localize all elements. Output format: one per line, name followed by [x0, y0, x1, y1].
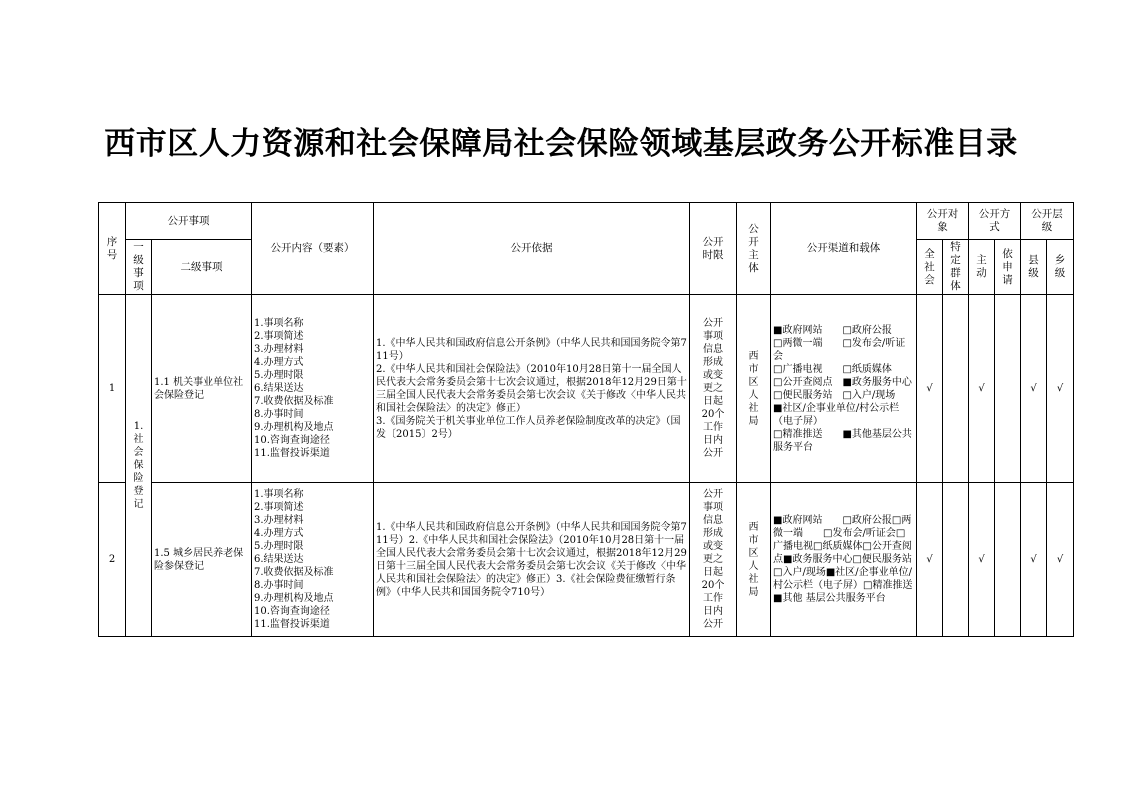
category-cell: 1.社会保险登记 — [126, 295, 152, 637]
row-mode-active: √ — [969, 483, 995, 637]
header-level-town: 乡级 — [1047, 240, 1074, 295]
row-time-limit: 公开事项信息形成或变更之日起20个工作日内公开 — [690, 483, 737, 637]
row-target-specific — [943, 295, 969, 483]
header-level: 公开层级 — [1021, 203, 1074, 240]
content-item: 6.结果送达 — [254, 383, 304, 394]
content-item: 10.咨询查询途径 — [254, 435, 330, 446]
content-item: 11.监督投诉渠道 — [254, 619, 330, 630]
content-item: 8.办事时间 — [254, 580, 304, 591]
header-content: 公开内容（要素） — [252, 203, 374, 295]
content-item: 9.办理机构及地点 — [254, 593, 334, 604]
content-item: 5.办理时限 — [254, 370, 304, 381]
row-mode-active: √ — [969, 295, 995, 483]
header-mode-active: 主动 — [969, 240, 995, 295]
row-level2: 1.1 机关事业单位社会保险登记 — [152, 295, 252, 483]
header-row-1 — [99, 203, 1074, 240]
row-channel: ■政府网站 □政府公报□两微一端 □发布会/听证会□广播电视□纸质媒体□公开查阅点■政务服务中心□便民服务站 □入户/现场■社区/企事业单位/村公示栏（电子屏）□精准推送■其他 基层公共服务平台 — [771, 483, 917, 637]
content-item: 3.办理材料 — [254, 515, 304, 526]
content-item: 8.办事时间 — [254, 409, 304, 420]
header-mode: 公开方式 — [969, 203, 1021, 240]
content-item: 11.监督投诉渠道 — [254, 448, 330, 459]
content-item: 3.办理材料 — [254, 344, 304, 355]
row-channel: ■政府网站 □政府公报 □两微一端 □发布会/听证会 □广播电视 □纸质媒体 □公开查阅点 ■政务服务中心 □便民服务站 □入户/现场 ■社区/企事业单位/村公示栏（电子屏） □精准推送 ■其他基层公共服务平台 — [771, 295, 917, 483]
content-item: 1.事项名称 — [254, 489, 304, 500]
content-item: 9.办理机构及地点 — [254, 422, 334, 433]
header-subject: 公开主体 — [737, 203, 771, 295]
row-target-all: √ — [917, 295, 943, 483]
row-level-town: √ — [1047, 483, 1074, 637]
header-mode-apply: 依申请 — [995, 240, 1021, 295]
row-seq: 2 — [99, 483, 126, 637]
header-level-county: 县级 — [1021, 240, 1047, 295]
row-subject: 西市区人社局 — [737, 483, 771, 637]
table-row — [99, 295, 1074, 483]
content-item: 7.收费依据及标准 — [254, 396, 334, 407]
content-item: 4.办理方式 — [254, 357, 304, 368]
header-basis: 公开依据 — [374, 203, 690, 295]
header-items: 公开事项 — [126, 203, 252, 240]
row-content — [252, 483, 374, 637]
content-item: 1.事项名称 — [254, 318, 304, 329]
header-level1: 一级事项 — [126, 240, 152, 295]
content-item: 6.结果送达 — [254, 554, 304, 565]
header-seq: 序号 — [99, 203, 126, 295]
row-target-specific — [943, 483, 969, 637]
row-mode-apply — [995, 295, 1021, 483]
row-mode-apply — [995, 483, 1021, 637]
row-level2: 1.5 城乡居民养老保险参保登记 — [152, 483, 252, 637]
header-target: 公开对象 — [917, 203, 969, 240]
row-target-all: √ — [917, 483, 943, 637]
row-subject: 西市区人社局 — [737, 295, 771, 483]
row-basis: 1.《中华人民共和国政府信息公开条例》（中华人民共和国国务院令第711号）2.《中华人民共和国社会保险法》（2010年10月28日第十一届全国人民代表大会常务委员会第十七次会议通过，根据2018年12月29日第十三届全国人民代表大会常务委员会第七次会议《关于修改〈中华人民共和国社会保险法〉的决定》修正）3.《社会保险费征缴暂行条例》（中华人民共和国国务院令710号） — [374, 483, 690, 637]
content-item: 2.事项简述 — [254, 502, 304, 513]
page-title: 西市区人力资源和社会保障局社会保险领域基层政务公开标准目录 — [104, 126, 1018, 162]
header-channel: 公开渠道和载体 — [771, 203, 917, 295]
header-level2: 二级事项 — [152, 240, 252, 295]
content-item: 10.咨询查询途径 — [254, 606, 330, 617]
header-target-specific: 特定群体 — [943, 240, 969, 295]
row-level-town: √ — [1047, 295, 1074, 483]
header-target-all: 全社会 — [917, 240, 943, 295]
header-time-limit: 公开时限 — [690, 203, 737, 295]
content-item: 2.事项简述 — [254, 331, 304, 342]
catalog-table — [98, 202, 1074, 637]
content-item: 4.办理方式 — [254, 528, 304, 539]
row-seq: 1 — [99, 295, 126, 483]
row-time-limit: 公开事项信息形成或变更之日起20个工作日内公开 — [690, 295, 737, 483]
content-item: 5.办理时限 — [254, 541, 304, 552]
row-level-county: √ — [1021, 295, 1047, 483]
table-row — [99, 483, 1074, 637]
row-level-county: √ — [1021, 483, 1047, 637]
row-content — [252, 295, 374, 483]
content-item: 7.收费依据及标准 — [254, 567, 334, 578]
row-basis: 1.《中华人民共和国政府信息公开条例》（中华人民共和国国务院令第711号） 2.《中华人民共和国社会保险法》（2010年10月28日第十一届全国人民代表大会常务委员会第十七次会议通过，根据2018年12月29日第十三届全国人民代表大会常务委员会第七次会议《关于修改〈中华人民共和国社会保险法〉的决定》修正） 3.《国务院关于机关事业单位工作人员养老保险制度改革的决定》（国发〔2015〕2号） — [374, 295, 690, 483]
